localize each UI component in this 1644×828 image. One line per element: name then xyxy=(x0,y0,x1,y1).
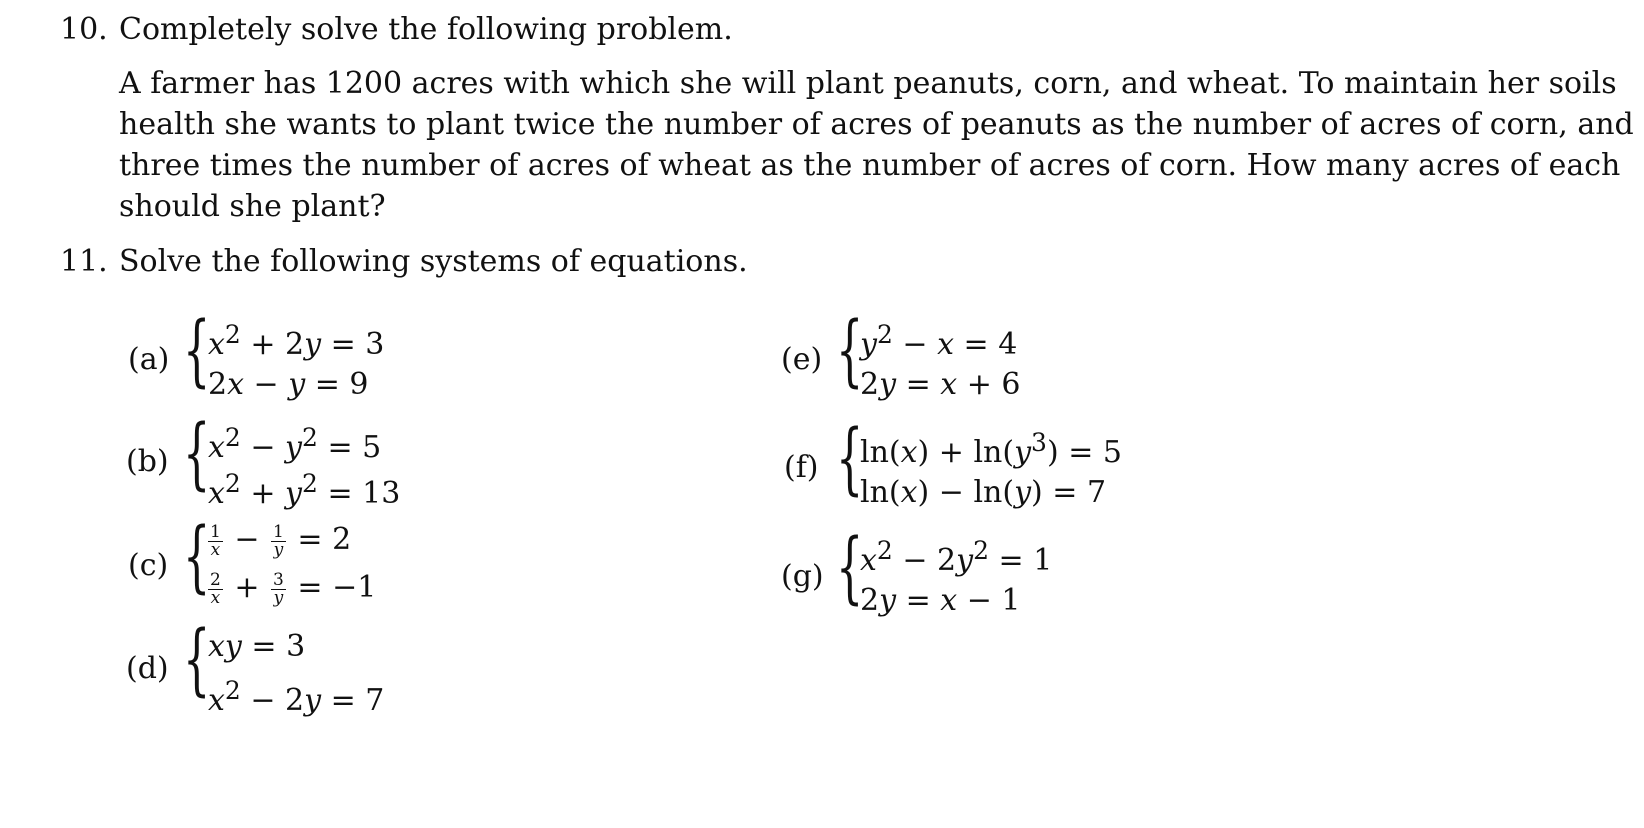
problem-10-number: 10. xyxy=(60,12,108,47)
left-brace: { xyxy=(183,409,211,499)
equation-a1: $x^2 + 2y = 3$ xyxy=(208,320,385,362)
equation-e1: $y^2 - x = 4$ xyxy=(860,320,1018,362)
system-label-a: (a) xyxy=(128,342,170,377)
system-label-b: (b) xyxy=(126,444,169,479)
system-label-e: (e) xyxy=(781,342,823,377)
equation-f2: ln(x) − ln(y) = 7 xyxy=(860,475,1107,510)
system-label-g: (g) xyxy=(781,559,824,594)
equation-g2: 2y = x − 1 xyxy=(860,583,1021,618)
left-brace: { xyxy=(836,306,864,396)
equation-g1: $x^2 - 2y^2 = 1$ xyxy=(860,536,1053,578)
system-label-f: (f) xyxy=(784,450,819,485)
left-brace: { xyxy=(183,306,211,396)
fraction: $\frac{1}{x}$ xyxy=(210,521,221,560)
problem-11-heading: Solve the following systems of equations. xyxy=(119,244,748,279)
problem-11-number: 11. xyxy=(60,244,108,279)
equation-e2: 2y = x + 6 xyxy=(860,367,1021,402)
fraction: $\frac{3}{y}$ xyxy=(273,569,284,608)
left-brace: { xyxy=(183,512,211,602)
equation-d2: $x^2 - 2y = 7$ xyxy=(208,676,385,718)
equation-f1: $\ln(x) + \ln(y^3) = 5$ xyxy=(860,428,1122,470)
problem-10-text xyxy=(119,63,1634,227)
system-label-d: (d) xyxy=(126,651,169,686)
equation-c2: $\frac{2}{x}$ + $\frac{3}{y}$ = −1 xyxy=(210,569,377,608)
equation-b1: $x^2 - y^2 = 5$ xyxy=(208,423,382,465)
equation-c1: $\frac{1}{x}$ − $\frac{1}{y}$ = 2 xyxy=(210,521,352,560)
fraction: $\frac{1}{y}$ xyxy=(273,521,284,560)
problem-10-line: three times the number of acres of wheat as the number of acres of corn. How many acres of each xyxy=(119,148,1621,183)
system-label-c: (c) xyxy=(128,548,169,583)
left-brace: { xyxy=(836,523,864,613)
equation-b2: $x^2 + y^2 = 13$ xyxy=(208,469,401,511)
left-brace: { xyxy=(836,414,864,504)
equation-d1: xy = 3 xyxy=(208,629,306,664)
problem-10-line: health she wants to plant twice the number of acres of peanuts as the number of acres of corn, and xyxy=(119,107,1634,142)
problem-10-heading: Completely solve the following problem. xyxy=(119,12,733,47)
equation-a2: 2x − y = 9 xyxy=(208,367,369,402)
problem-10-line: A farmer has 1200 acres with which she will plant peanuts, corn, and wheat. To maintain her soils xyxy=(119,66,1617,101)
problem-10-line: should she plant? xyxy=(119,189,386,224)
left-brace: { xyxy=(183,615,211,705)
fraction: $\frac{2}{x}$ xyxy=(210,569,221,608)
